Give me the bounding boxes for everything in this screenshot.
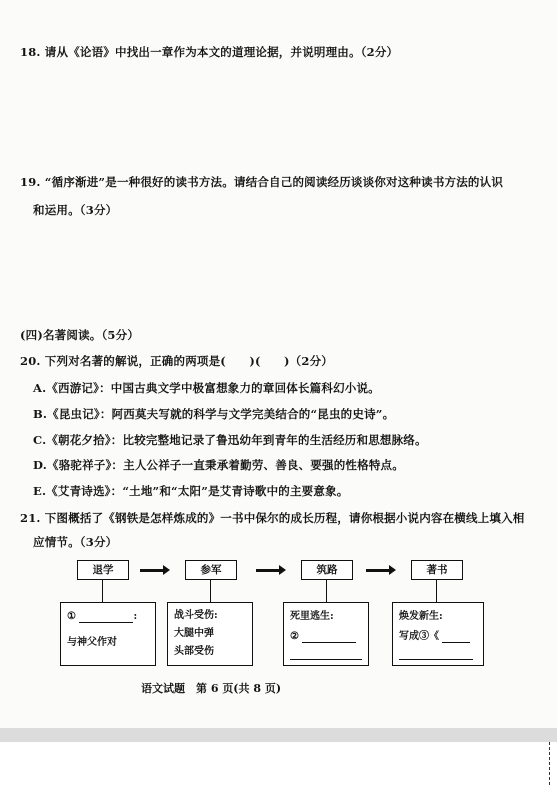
stage-box-railway: 筑路 (301, 560, 353, 580)
arrow-right-icon (366, 569, 390, 572)
connector-line (326, 580, 327, 602)
connector-line (436, 580, 437, 602)
connector-line (210, 580, 211, 602)
connector-line (102, 580, 103, 602)
stage-box-army: 参军 (185, 560, 237, 580)
question-21-line-1: 21. 下图概括了《钢铁是怎样炼成的》一书中保尔的成长历程，请你根据小说内容在横线上填入相 (20, 511, 525, 525)
answer-blank-1[interactable] (79, 610, 133, 623)
detail-box-army (167, 602, 253, 666)
detail-army-line-2: 大腿中弹 (174, 628, 214, 639)
section-title: (四)名著阅读。（5分） (20, 328, 140, 342)
answer-blank-2[interactable] (302, 630, 356, 643)
detail-railway-line-1: 死里逃生: (290, 611, 334, 622)
answer-blank-3-continued[interactable] (399, 653, 473, 660)
arrow-right-icon (256, 569, 280, 572)
detail-box-dropout: ① : 与神父作对 (60, 602, 156, 666)
detail-box-writing (392, 602, 484, 666)
question-20-stem: 20. 下列对名著的解说，正确的两项是( )( )（2分） (20, 354, 333, 368)
page-gap (0, 728, 557, 742)
arrow-right-icon (140, 569, 164, 572)
stage-box-dropout: 退学 (77, 560, 129, 580)
marker-1: ① (67, 611, 76, 622)
detail-army-line-1: 战斗受伤: (174, 610, 218, 621)
question-20-option-b: B.《昆虫记》：阿西莫夫写就的科学与文学完美结合的“昆虫的史诗”。 (33, 407, 395, 421)
detail-writing-prefix: 写成③《 (399, 631, 439, 642)
stage-box-writing: 著书 (411, 560, 463, 580)
answer-blank-3[interactable] (442, 630, 470, 643)
page-footer: 语文试题 第 6 页(共 8 页) (141, 682, 282, 695)
marker-2: ② (290, 631, 299, 642)
question-20-option-a: A.《西游记》：中国古典文学中极富想象力的章回体长篇科幻小说。 (33, 381, 380, 395)
dashed-cut-line (549, 742, 550, 785)
question-20-option-e: E.《艾青诗选》：“土地”和“太阳”是艾青诗歌中的主要意象。 (33, 484, 349, 498)
question-19-line-2: 和运用。（3分） (33, 203, 118, 217)
next-page-top (0, 742, 557, 785)
detail-army-line-3: 头部受伤 (174, 646, 214, 657)
detail-text-dropout: 与神父作对 (67, 637, 117, 648)
answer-blank-2-continued[interactable] (290, 653, 362, 660)
question-18: 18. 请从《论语》中找出一章作为本文的道理论据，并说明理由。（2分） (20, 45, 399, 59)
detail-writing-line-1: 焕发新生: (399, 611, 443, 622)
question-19-line-1: 19. “循序渐进”是一种很好的读书方法。请结合自己的阅读经历谈谈你对这种读书方法的认识 (20, 175, 504, 189)
question-20-option-c: C.《朝花夕拾》：比较完整地记录了鲁迅幼年到青年的生活经历和思想脉络。 (33, 433, 427, 447)
question-21-line-2: 应情节。（3分） (33, 535, 118, 549)
detail-box-railway (283, 602, 369, 666)
question-20-option-d: D.《骆驼祥子》：主人公祥子一直秉承着勤劳、善良、要强的性格特点。 (33, 458, 404, 472)
